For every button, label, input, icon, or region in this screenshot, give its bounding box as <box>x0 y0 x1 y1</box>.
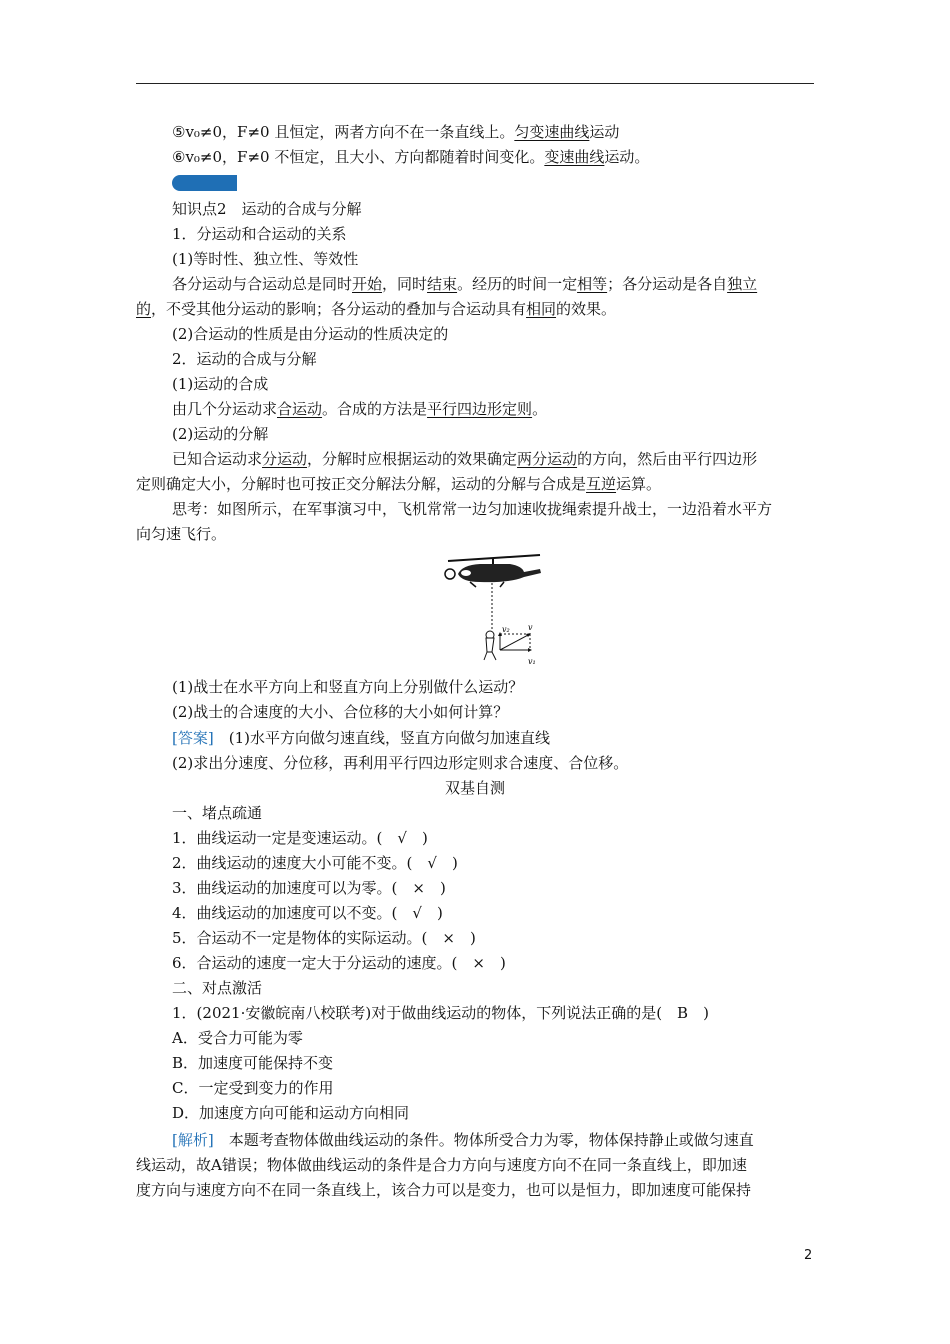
text-line: 1．分运动和合运动的关系 <box>172 225 347 243</box>
text-line: 二、对点激活 <box>172 979 263 997</box>
option: B．加速度可能保持不变 <box>172 1054 334 1072</box>
option: A．受合力可能为零 <box>172 1029 303 1047</box>
header-rule <box>136 83 814 84</box>
list-item: 3．曲线运动的加速度可以为零。( × ) <box>172 879 446 897</box>
text-line: (2)求出分速度、分位移，再利用平行四边形定则求合速度、合位移。 <box>172 754 629 772</box>
text-line: ⑥v₀≠0，F≠0 不恒定，且大小、方向都随着时间变化。变速曲线运动。 <box>172 148 650 166</box>
knowledge-point-title: 知识点2 运动的合成与分解 <box>172 200 362 218</box>
text-line: 已知合运动求分运动，分解时应根据运动的效果确定两分运动的方向，然后由平行四边形 <box>172 450 758 468</box>
option: D．加速度方向可能和运动方向相同 <box>172 1104 410 1122</box>
page-number: 2 <box>804 1248 813 1263</box>
question: 1．(2021·安徽皖南八校联考)对于做曲线运动的物体，下列说法正确的是( B ) <box>172 1004 709 1022</box>
list-item: 2．曲线运动的速度大小可能不变。( √ ) <box>172 854 458 872</box>
option: C．一定受到变力的作用 <box>172 1079 334 1097</box>
list-item: 1．曲线运动一定是变速运动。( √ ) <box>172 829 428 847</box>
text-line: (1)等时性、独立性、等效性 <box>172 250 359 268</box>
list-item: 6．合运动的速度一定大于分运动的速度。( × ) <box>172 954 506 972</box>
text-line: 由几个分运动求合运动。合成的方法是平行四边形定则。 <box>172 400 548 418</box>
text-line: 2．运动的合成与分解 <box>172 350 317 368</box>
section-badge <box>172 175 237 191</box>
text-line: (2)运动的分解 <box>172 425 269 443</box>
label-v1: v₁ <box>528 657 536 666</box>
text-line: (2)战士的合速度的大小、合位移的大小如何计算？ <box>172 703 509 721</box>
analysis-tag: [解析] <box>172 1131 214 1149</box>
list-item: 5．合运动不一定是物体的实际运动。( × ) <box>172 929 476 947</box>
text-line: 定则确定大小，分解时也可按正交分解法分解，运动的分解与合成是互逆运算。 <box>136 475 662 493</box>
text-line: (1)战士在水平方向上和竖直方向上分别做什么运动？ <box>172 678 524 696</box>
text-line: ⑤v₀≠0，F≠0 且恒定，两者方向不在一条直线上。匀变速曲线运动 <box>172 123 620 141</box>
label-v: v <box>528 623 533 632</box>
text-line: (1)运动的合成 <box>172 375 269 393</box>
text-line: 度方向与速度方向不在同一条直线上，该合力可以是变力，也可以是恒力，即加速度可能保持 <box>136 1181 752 1199</box>
answer-tag: [答案] <box>172 729 214 747</box>
section-heading: 双基自测 <box>444 779 505 797</box>
text-line: 各分运动与合运动总是同时开始，同时结束。经历的时间一定相等；各分运动是各自独立 <box>172 275 758 293</box>
text-line: [解析] 本题考查物体做曲线运动的条件。物体所受合力为零，物体保持静止或做匀速直 <box>172 1131 754 1149</box>
list-item: 4．曲线运动的加速度可以不变。( √ ) <box>172 904 443 922</box>
text-line: 一、堵点疏通 <box>172 804 263 822</box>
text-line: 向匀速飞行。 <box>136 525 227 543</box>
text-line: 的，不受其他分运动的影响；各分运动的叠加与合运动具有相同的效果。 <box>136 300 617 318</box>
text-line: 思考：如图所示，在军事演习中，飞机常常一边匀加速收拢绳索提升战士，一边沿着水平方 <box>172 500 773 518</box>
text-line: [答案] (1)水平方向做匀速直线，竖直方向做匀加速直线 <box>172 729 550 747</box>
text-line: 线运动，故A错误；物体做曲线运动的条件是合力方向与速度方向不在同一条直线上，即加速 <box>136 1156 747 1174</box>
label-v2: v₂ <box>502 625 510 634</box>
text-line: (2)合运动的性质是由分运动的性质决定的 <box>172 325 449 343</box>
helicopter-figure <box>440 552 550 670</box>
